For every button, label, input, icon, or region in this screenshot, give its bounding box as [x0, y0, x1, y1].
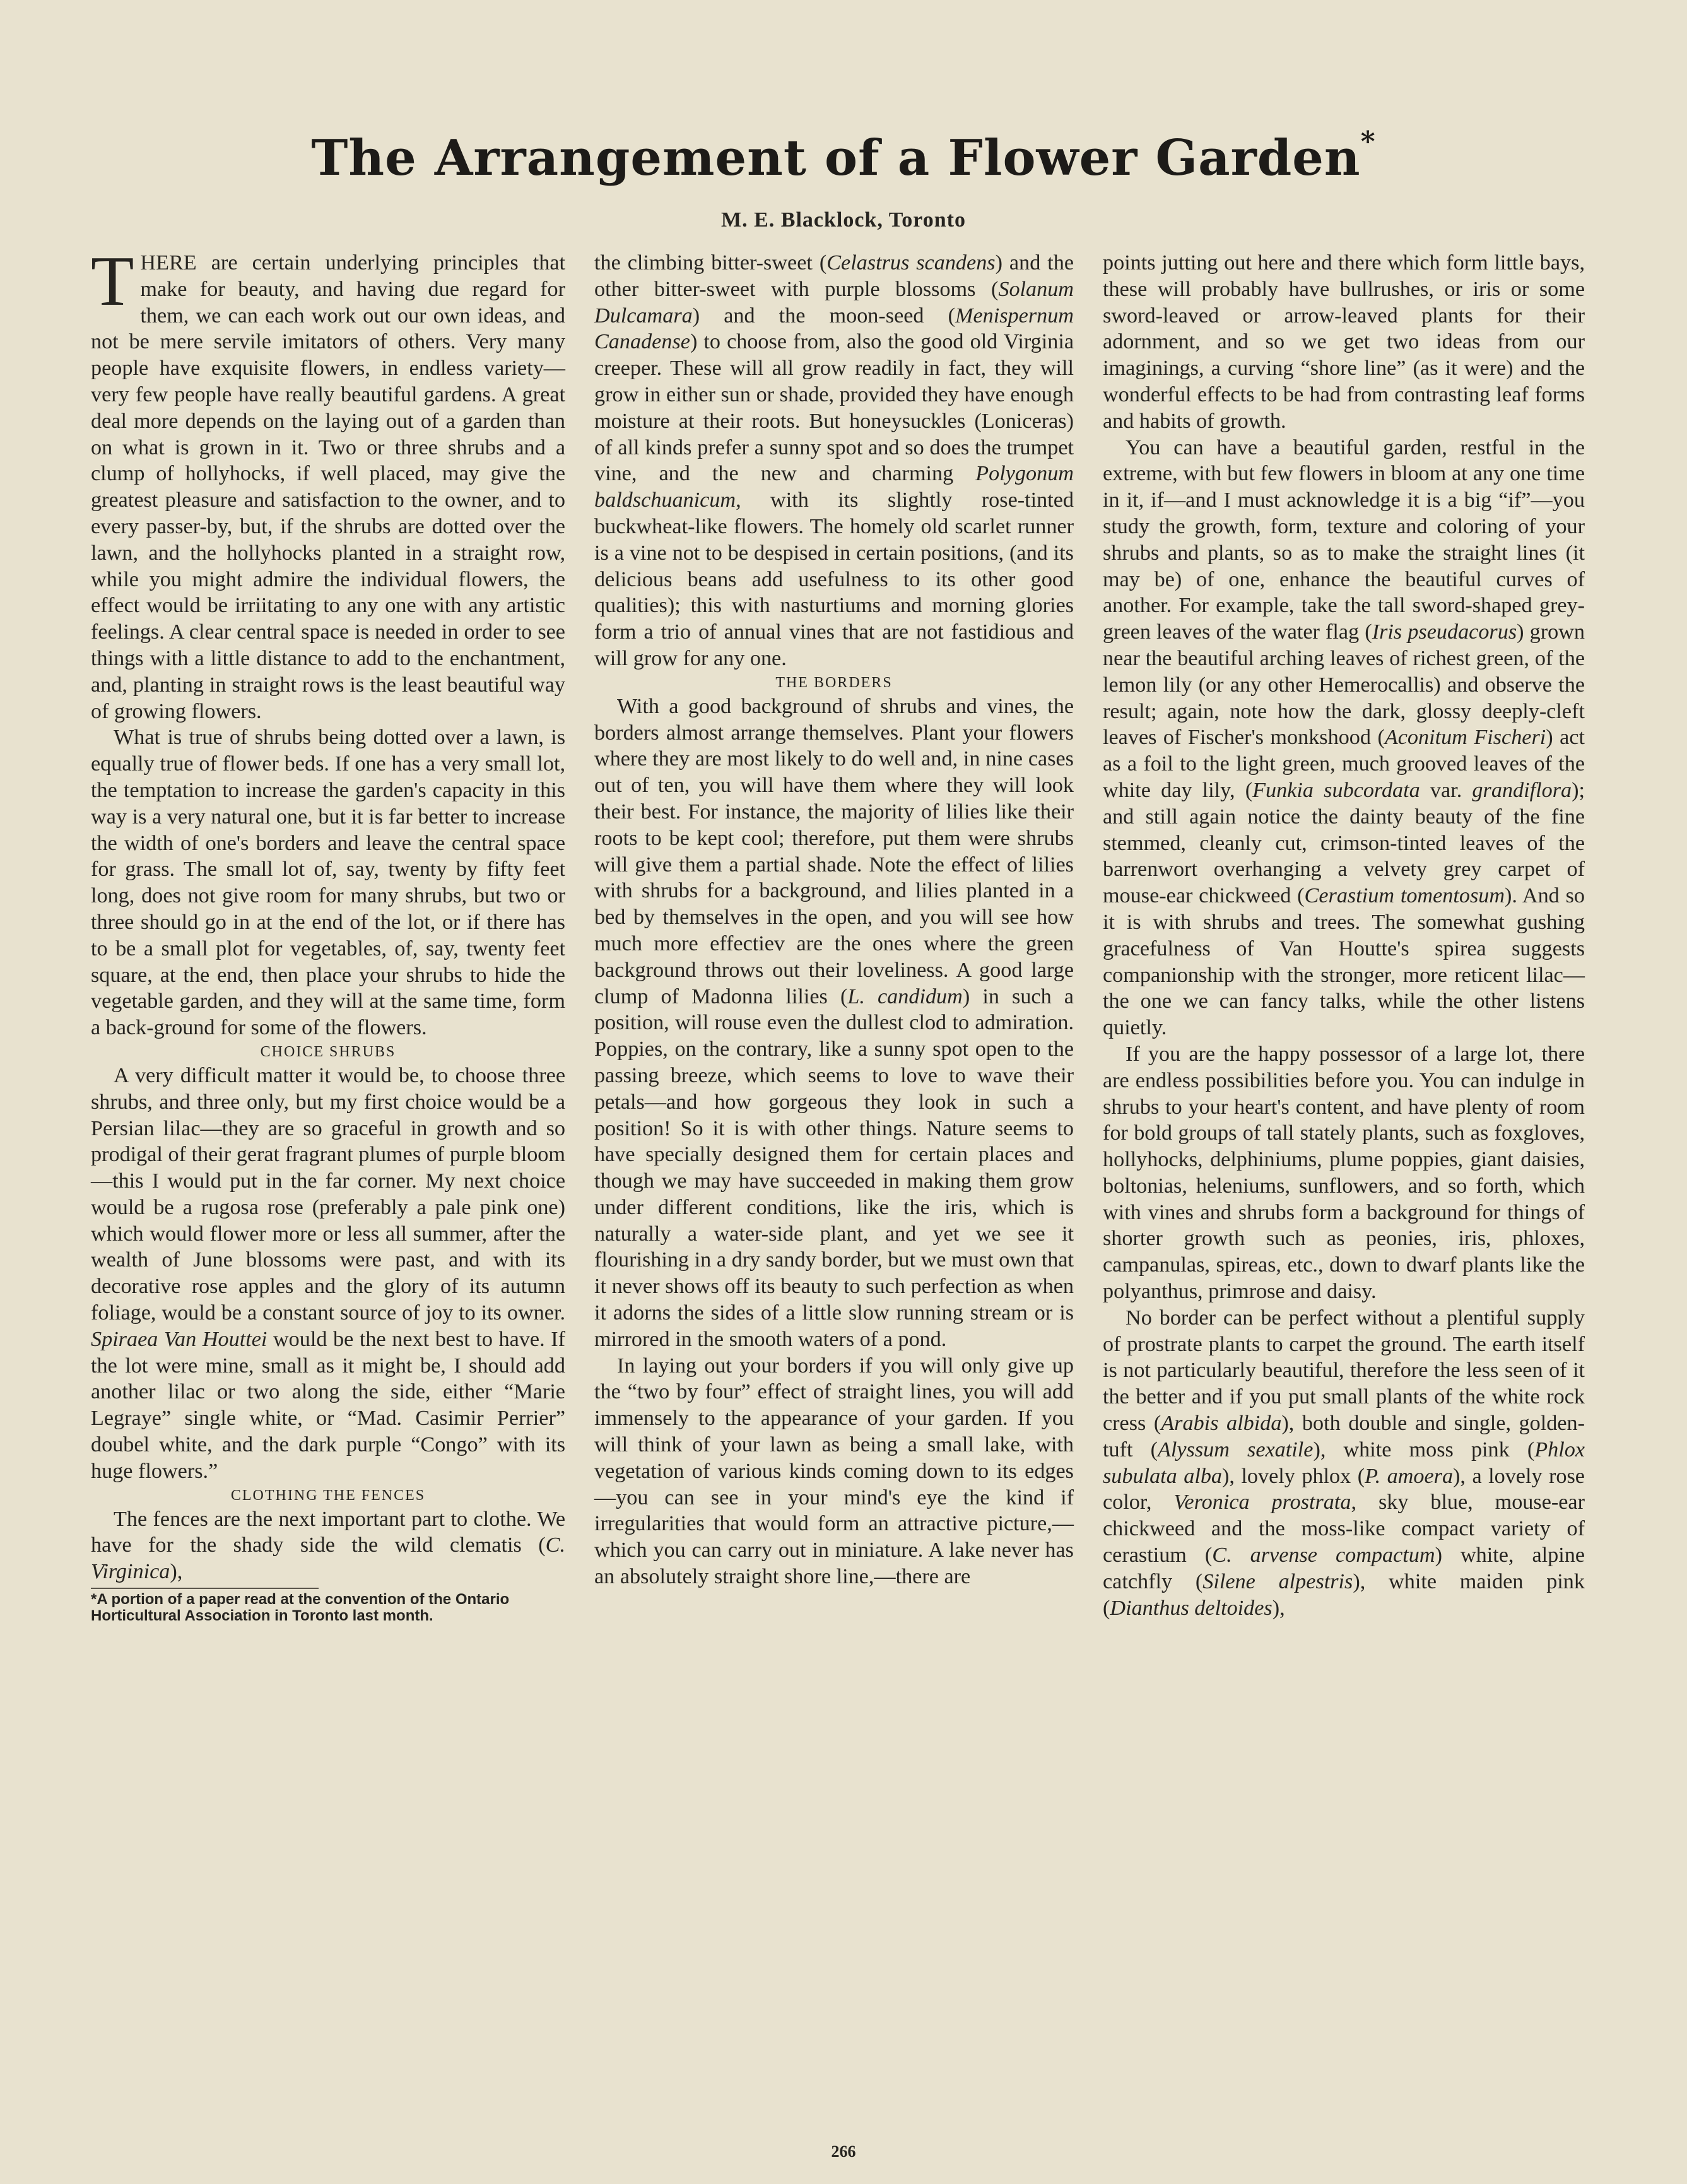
paragraph-text: ), white moss pink (: [1313, 1437, 1535, 1461]
botanical-name: P. amoera: [1365, 1464, 1454, 1488]
botanical-name: Aconitum Fischeri: [1384, 726, 1546, 750]
paragraph-text: ) and the moon-seed (: [692, 304, 955, 328]
paragraph: If you are the happy possessor of a large lot, there are endless possibilities before you. You can indulge in shrubs to your heart's content, and have plenty of room for bold groups of tall stately plants, such as foxgloves, hollyhocks, delphiniums, plume poppies, giant daisies, boltonias, heleniums, sunflowers, and so forth, which with vines and shrubs form a background for things of shorter growth such as peonies, iris, phloxes, campanulas, spireas, etc., down to dwarf plants like the polyanthus, primrose and daisy.: [1103, 1042, 1585, 1304]
botanical-name: grandiflora: [1472, 778, 1572, 802]
paragraph-text: , with its slightly rose-tinted buckwheat-like flowers. The homely old scarlet runner is a vine not to be despised in certain positions, (and its delicious beans add usefulness to its other good qualities); this with nasturtiums and morning glories form a trio of annual vines that are not fastidious and will grow for any one.: [594, 488, 1074, 670]
paragraph: [91, 1063, 565, 1485]
botanical-name: Iris pseudacorus: [1372, 620, 1517, 644]
paragraph: [594, 694, 1074, 1353]
paragraph: [91, 1506, 565, 1585]
botanical-name: Cerastium tomentosum: [1304, 884, 1505, 908]
section-heading-borders: THE BORDERS: [775, 674, 893, 691]
paragraph: [1103, 435, 1585, 1041]
botanical-name: Arabis albida: [1161, 1412, 1282, 1436]
botanical-name: Veronica prostrata: [1173, 1490, 1351, 1514]
botanical-name: Funkia subcordata: [1252, 778, 1420, 802]
paragraph-text: ), white maiden pink (: [1103, 1569, 1585, 1620]
paragraph-text: ). And so it is with shrubs and trees. The somewhat gushing gracefulness of Van Houtte's spirea suggests companionship with the stronger, more reticent lilac—the one we can fancy talks, while the other listens quietly.: [1103, 884, 1585, 1040]
paragraph: What is true of shrubs being dotted over a lawn, is equally true of flower beds. If one has a very small lot, the temptation to increase the garden's capacity in this way is a very natural one, but it is far better to increase the width of one's borders and leave the central space for grass. The small lot of, say, twenty by fifty feet long, does not give room for many shrubs, but two or three should go in at the end of the lot, or if there has to be a small plot for vegetables, of, say, twenty feet square, at the end, then place your shrubs to hide the vegetable garden, and they will at the same time, form a back-ground for some of the flowers.: [91, 726, 565, 1040]
drop-cap: T: [91, 242, 134, 321]
botanical-name: Silene alpestris: [1202, 1569, 1353, 1593]
paragraph-text: ), a lovely rose color,: [1103, 1464, 1585, 1514]
section-heading-choice-shrubs: CHOICE SHRUBS: [260, 1043, 396, 1060]
paragraph-text: ), lovely phlox (: [1222, 1464, 1365, 1488]
paragraph-text: A very difficult matter it would be, to choose three shrubs, and three only, but my first choice would be a Persian lilac—they are so graceful in growth and so prodigal of their gerat fragrant plumes of purple bloom—this I would put in the far corner. My next choice would be a rugosa rose (preferably a pale pink one) which would flower more or less all summer, after the wealth of June blossoms were past, and with its decorative rose apples and the glory of its autumn foliage, would be a constant source of joy to its owner.: [91, 1063, 565, 1325]
paragraph-text: ) to choose from, also the good old Virginia creeper. These will all grow readily in fact, they will grow in either sun or shade, provided they have enough moisture at their roots. But honeysuckles (Loniceras) of all kinds prefer a sunny spot and so does the trumpet vine, and the new and charming: [594, 330, 1074, 486]
botanical-name: Menispernum Canadense: [594, 304, 1074, 354]
paragraph-text: ) and the other bitter-sweet with purple blossoms (: [594, 251, 1074, 301]
paragraph: points jutting out here and there which form little bays, these will probably have bullrushes, or iris or some sword-leaved or arrow-leaved plants for their adornment, and so we get two ideas from our imaginings, a curving “shore line” (as it were) and the wonderful effects to be had from contrasting leaf forms and habits of growth.: [1103, 251, 1585, 433]
title-footnote-mark: *: [1360, 126, 1376, 158]
botanical-name: Solanum Dulcamara: [594, 277, 1074, 328]
byline: M. E. Blacklock, Toronto: [721, 208, 966, 232]
paragraph-text: var.: [1420, 778, 1472, 802]
paragraph-text: You can have a beautiful garden, restful in the extreme, with but few flowers in bloom at any one time in it, if—and I must acknowledge it is a big “if”—you study the growth, form, texture and coloring of your shrubs and plants, so as to make the straight lines (it may be) of one, enhance the beautiful curves of another. For example, take the tall sword-shaped grey-green leaves of the water flag (: [1103, 435, 1585, 644]
paragraph-text: the climbing bitter-sweet (: [594, 251, 827, 274]
paragraph: [594, 250, 1074, 672]
botanical-name: C. Virginica: [91, 1533, 565, 1584]
article-title: [0, 126, 1687, 187]
paragraph-text: , sky blue, mouse-ear chickweed and the moss-like compact variety of cerastium (: [1103, 1490, 1585, 1567]
paragraph-text: ),: [170, 1560, 183, 1584]
footnote: *A portion of a paper read at the convention of the Ontario Horticultural Association in Toronto last month.: [91, 1591, 510, 1625]
paragraph-text: No border can be perfect without a plentiful supply of prostrate plants to carpet the ground. The earth itself is not particularly beautiful, therefore the less seen of it the better and if you put small plants of the white rock cress (: [1103, 1306, 1585, 1436]
footnote-divider: [91, 1588, 319, 1589]
botanical-name: C. arvense compactum: [1212, 1544, 1435, 1567]
column-1: [91, 242, 565, 1625]
paragraph-text: ),: [1272, 1596, 1285, 1620]
paragraph-text: ), both double and single, golden-tuft (: [1103, 1412, 1585, 1461]
column-3: [1103, 250, 1585, 1621]
paragraph-text: ) act as a foil to the light green, much grooved leaves of the white day lily, (: [1103, 726, 1585, 802]
paragraph: In laying out your borders if you will only give up the “two by four” effect of straight lines, you will add immensely to the appearance of your garden. If you will think of your lawn as being a small lake, with vegetation of various kinds coming down to its edges—you can see in your mind's eye the kind if irregularities that would form an attractive picture,—which you can carry out in miniature. A lake never has an absolutely straight shore line,—there are: [594, 1354, 1074, 1589]
column-2: [594, 250, 1074, 1590]
botanical-name: Dianthus deltoides: [1110, 1596, 1273, 1620]
botanical-name: L. candidum: [847, 984, 963, 1008]
paragraph: [1103, 1305, 1585, 1622]
botanical-name: Celastrus scandens: [826, 251, 996, 274]
paragraph-text: ) grown near the beautiful arching leaves of richest green, of the lemon lily (or any other Hemerocallis) and observe the result; again, note how the dark, glossy deeply-cleft leaves of Fischer's monkshood (: [1103, 620, 1585, 750]
paragraph-text: The fences are the next important part to clothe. We have for the shady side the wild clematis (: [91, 1507, 565, 1557]
paragraph-text: ) white, alpine catchfly (: [1103, 1544, 1585, 1593]
paragraph-text: ) in such a position, will rouse even the dullest clod to admiration. Poppies, on the contrary, like a sunny spot open to the passing breeze, which seems to love to wave their petals—and how gorgeous they look in such a position! So it is with other things. Nature seems to have specially designed them for certain places and though we may have succeeded in making them grow under different conditions, like the iris, which is naturally a water-side plant, and yet we see it flourishing in a dry sandy border, but we must own that it never shows off its beauty to such perfection as when it adorns the sides of a little slow running stream or is mirrored in the smooth waters of a pond.: [594, 984, 1074, 1351]
botanical-name: Spiraea Van Houttei: [91, 1327, 267, 1351]
paragraph-text: would be the next best to have. If the lot were mine, small as it might be, I should add another lilac or two along the side, either “Marie Legraye” single white, or “Mad. Casimir Perrier” doubel white, and the dark purple “Congo” with its huge flowers.”: [91, 1327, 565, 1483]
botanical-name: Phlox subulata alba: [1103, 1437, 1585, 1488]
section-heading-clothing-fences: CLOTHING THE FENCES: [230, 1487, 426, 1504]
botanical-name: Polygonum baldschuanicum: [594, 462, 1074, 512]
paragraph: [91, 242, 565, 724]
title-text: The Arrangement of a Flower Garden: [311, 129, 1361, 187]
paragraph-text: ); and still again notice the dainty beauty of the fine stemmed, cleanly cut, crimson-tinted leaves of the barrenwort overhanging a velvety grey carpet of mouse-ear chickweed (: [1103, 778, 1585, 908]
paragraph-text: HERE are certain underlying principles that make for beauty, and having due regard for them, we can each work out our own ideas, and not be mere servile imitators of others. Very many people have exquisite flowers, in endless variety—very few people have really beautiful gardens. A great deal more depends on the laying out of a garden than on what is grown in it. Two or three shrubs and a clump of hollyhocks, if well placed, may give the greatest pleasure and satisfaction to the owner, and to every passer-by, but, if the shrubs are dotted over the lawn, and the hollyhocks planted in a straight row, while you might admire the individual flowers, the effect would be irriitating to any one with any artistic feelings. A clear central space is needed in order to see things with a little distance to add to the enchantment, and, planting in straight rows is the least beautiful way of growing flowers.: [91, 251, 565, 723]
paragraph-text: With a good background of shrubs and vines, the borders almost arrange themselves. Plant your flowers where they are most likely to do well and, in nine cases out of ten, you will have them where they will look their best. For instance, the majority of lilies like their roots to be kept cool; therefore, put them were shrubs will give them a partial shade. Note the effect of lilies with shrubs for a background, and lilies planted in a bed by themselves in the open, and you will see how much more effectiev are the ones where the green background throws out their loveliness. A good large clump of Madonna lilies (: [594, 694, 1074, 1008]
page-number: 266: [831, 2142, 856, 2161]
botanical-name: Alyssum sexatile: [1157, 1437, 1314, 1461]
